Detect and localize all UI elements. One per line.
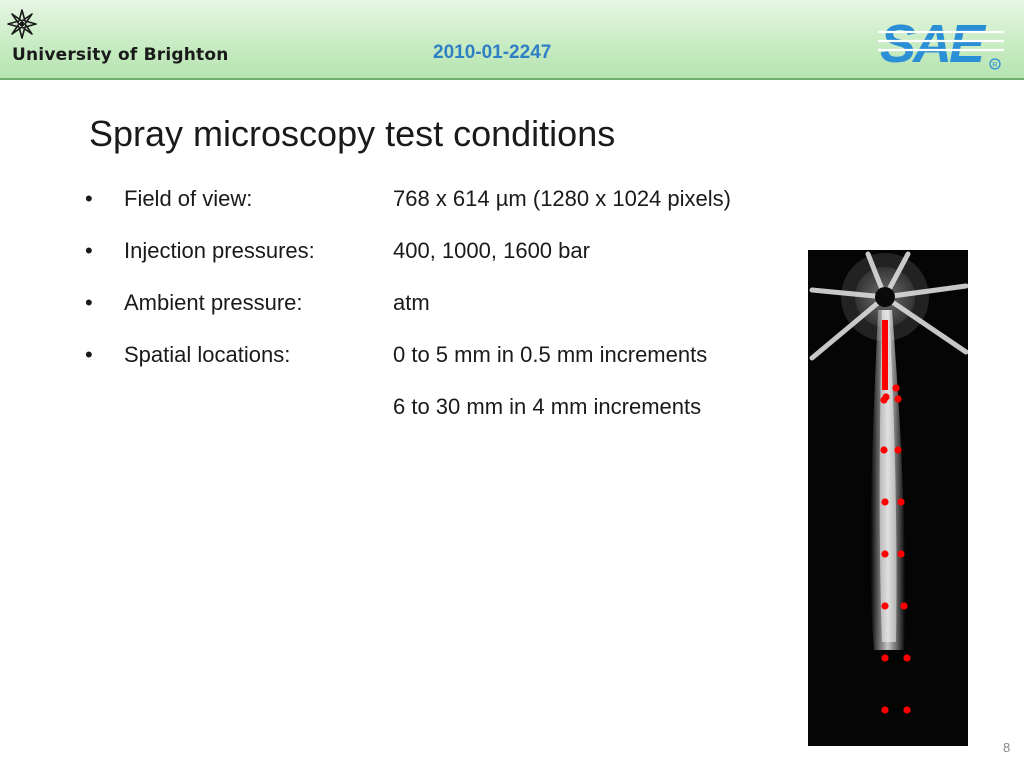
paper-id: 2010-01-2247 bbox=[433, 42, 552, 63]
item-value: 6 to 30 mm in 4 mm increments bbox=[393, 394, 702, 419]
bullet-icon: • bbox=[85, 238, 93, 263]
item-value: atm bbox=[393, 290, 430, 315]
item-value: 400, 1000, 1600 bar bbox=[393, 238, 590, 263]
institution-name: University of Brighton bbox=[12, 45, 229, 65]
sae-logo bbox=[878, 12, 1004, 72]
item-value: 768 x 614 µm (1280 x 1024 pixels) bbox=[393, 186, 731, 211]
page-number: 8 bbox=[1003, 740, 1011, 755]
compass-star-icon bbox=[6, 8, 38, 40]
item-value: 0 to 5 mm in 0.5 mm increments bbox=[393, 342, 708, 367]
bullet-icon: • bbox=[85, 186, 93, 211]
list-item bbox=[85, 342, 805, 372]
list-item-continuation bbox=[85, 394, 805, 424]
bullet-icon: • bbox=[85, 290, 93, 315]
bullet-icon: • bbox=[85, 342, 93, 367]
item-label: Injection pressures: bbox=[124, 238, 315, 263]
list-item bbox=[85, 186, 805, 216]
item-label: Field of view: bbox=[124, 186, 253, 211]
spray-image bbox=[808, 250, 968, 746]
item-label: Ambient pressure: bbox=[124, 290, 303, 315]
svg-text:R: R bbox=[992, 62, 998, 69]
header-bar bbox=[0, 0, 1024, 80]
list-item bbox=[85, 290, 805, 320]
item-label: Spatial locations: bbox=[124, 342, 291, 367]
slide-title: Spray microscopy test conditions bbox=[89, 113, 616, 154]
svg-text:SAE: SAE bbox=[880, 14, 983, 72]
list-item bbox=[85, 238, 805, 268]
